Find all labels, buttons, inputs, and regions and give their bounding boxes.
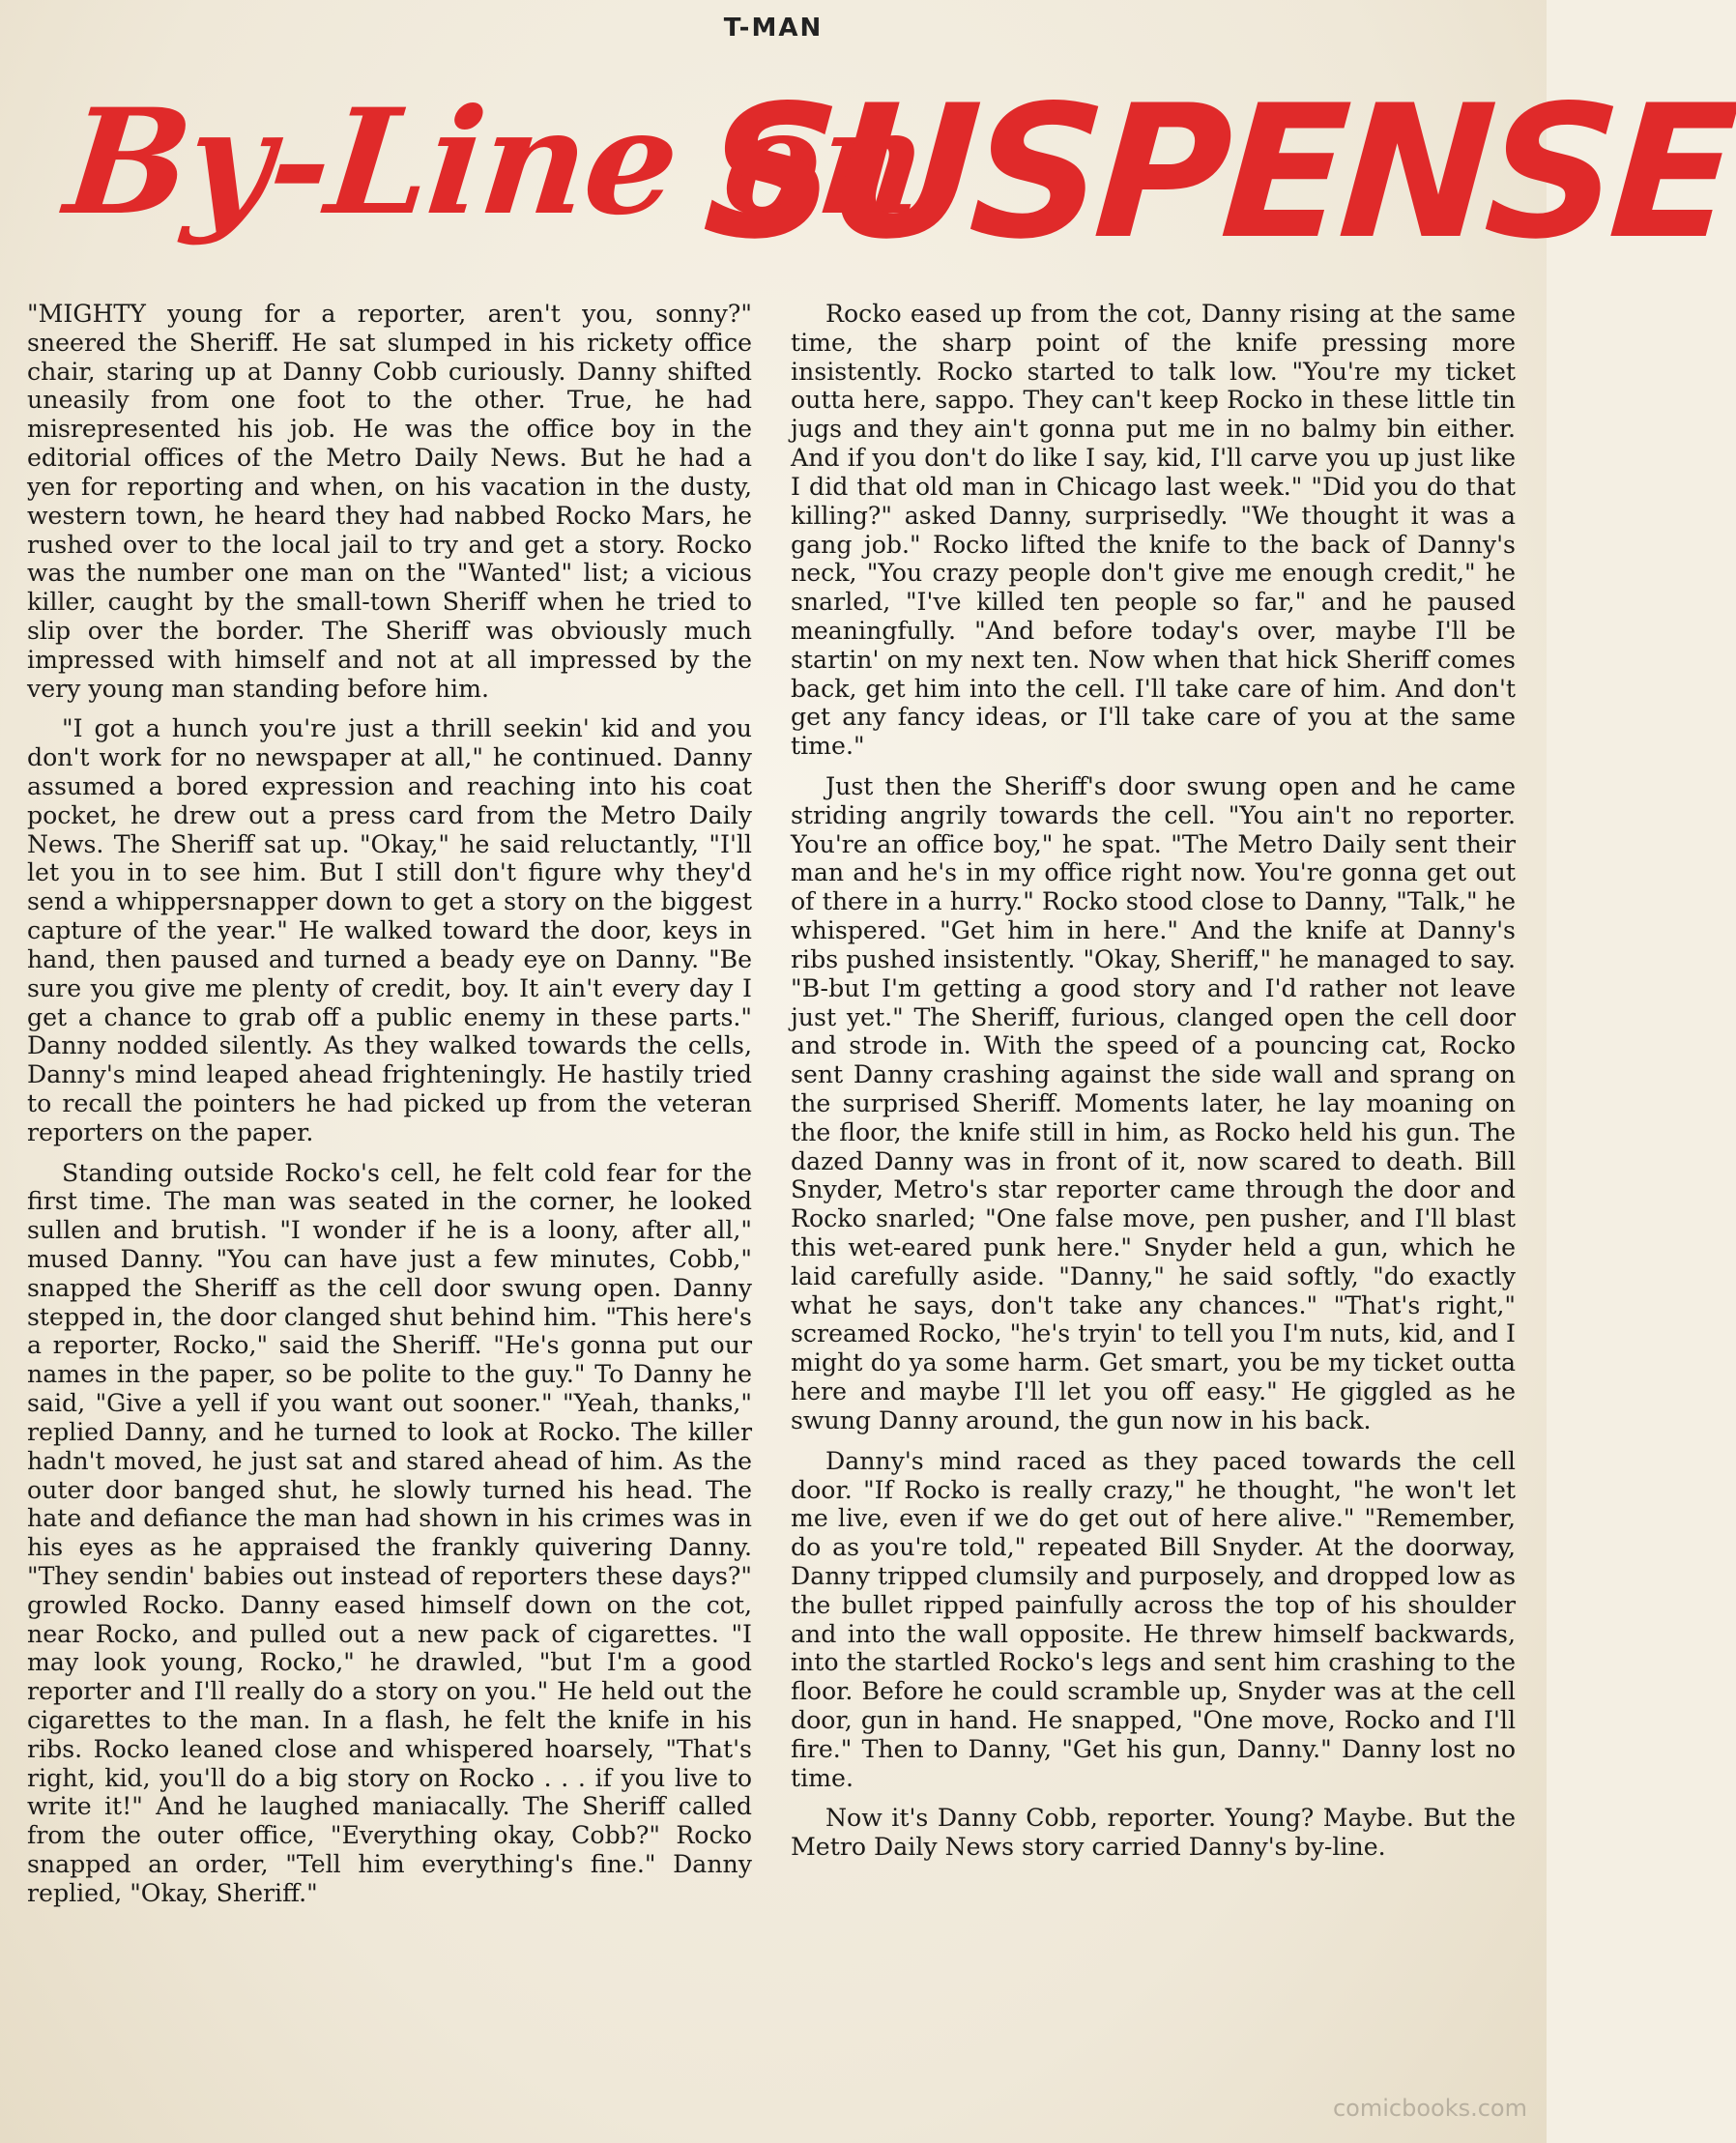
paragraph: Just then the Sheriff's door swung open and he came striding angrily towards the cell. "You ain't no reporter. You're an office boy," he spat. "The Metro Daily sent their man and he's in my office right now. You're gonna get out of there in a hurry." Rocko stood close to Danny, "Talk," he whispered. "Get him in here." And the knife at Danny's ribs pushed insistently. "Okay, Sheriff," he managed to say. "B-but I'm getting a good story and I'd rather not leave just yet." The Sheriff, furious, clanged open the cell door and strode in. With the speed of a pouncing cat, Rocko sent Danny crashing against the side wall and sprang on the surprised Sheriff. Moments later, he lay moaning on the floor, the knife still in him, as Rocko held his gun. The dazed Danny was in front of it, now scared to death. Bill Snyder, Metro's star reporter came through the door and Rocko snarled; "One false move, pen pusher, and I'll blast this wet-eared punk here." Snyder held a gun, which he laid carefully aside. "Danny," he said softly, "do exactly what he says, don't take any chances." "That's right," screamed Rocko, "he's tryin' to tell you I'm nuts, kid, and I might do ya some harm. Get smart, you be my ticket outta here and maybe I'll let you off easy." He giggled as he swung Danny around, the gun now in his back. (791, 772, 1516, 1434)
story-title (39, 58, 1736, 300)
paragraph: Standing outside Rocko's cell, he felt cold fear for the first time. The man was seated in the corner, he looked sullen and brutish. "I wonder if he is a loony, after all," mused Danny. "You can have just a few minutes, Cobb," snapped the Sheriff as the cell door swung open. Danny stepped in, the door clanged shut behind him. "This here's a reporter, Rocko," said the Sheriff. "He's gonna put our names in the paper, so be polite to the guy." To Danny he said, "Give a yell if you want out sooner." "Yeah, thanks," replied Danny, and he turned to look at Rocko. The killer hadn't moved, he just sat and stared ahead of him. As the outer door banged shut, he slowly turned his head. The hate and defiance the man had shown in his crimes was in his eyes as he appraised the frankly quivering Danny. "They sendin' babies out instead of reporters these days?" growled Rocko. Danny eased himself down on the cot, near Rocko, and pulled out a new pack of cigarettes. "I may look young, Rocko," he drawled, "but I'm a good reporter and I'll really do a story on you." He held out the cigarettes to the man. In a flash, he felt the knife in his ribs. Rocko leaned close and whispered hoarsely, "That's right, kid, you'll do a big story on Rocko . . . if you live to write it!" And he laughed maniacally. The Sheriff called from the outer office, "Everything okay, Cobb?" Rocko snapped an order, "Tell him everything's fine." Danny replied, "Okay, Sheriff." (27, 1158, 752, 1907)
title-bold-part: SUSPENSE (698, 66, 1736, 279)
story-body (27, 300, 1516, 2117)
watermark-credit: comicbooks.com (1332, 2095, 1527, 2122)
magazine-header: T-MAN (723, 14, 824, 43)
paragraph: Rocko eased up from the cot, Danny rising at the same time, the sharp point of the knife pressing more insistently. Rocko started to talk low. "You're my ticket outta here, sappo. They can't keep Rocko in these little tin jugs and they ain't gonna put me in no balmy bin either. And if you don't do like I say, kid, I'll carve you up just like I did that old man in Chicago last week." "Did you do that killing?" asked Danny, surprisedly. "We thought it was a gang job." Rocko lifted the knife to the back of Danny's neck, "You crazy people don't give me enough credit," he snarled, "I've killed ten people so far," and he paused meaningfully. "And before today's over, maybe I'll be startin' on my next ten. Now when that hick Sheriff comes back, get him into the cell. I'll take care of him. And don't get any fancy ideas, or I'll take care of you at the same time." (791, 300, 1516, 761)
paragraph: "I got a hunch you're just a thrill seekin' kid and you don't work for no newspaper at all," he continued. Danny assumed a bored expression and reaching into his coat pocket, he drew out a press card from the Metro Daily News. The Sheriff sat up. "Okay," he said reluctantly, "I'll let you in to see him. But I still don't figure why they'd send a whippersnapper down to get a story on the biggest capture of the year." He walked toward the door, keys in hand, then paused and turned a beady eye on Danny. "Be sure you give me plenty of credit, boy. It ain't every day I get a chance to grab off a public enemy in these parts." Danny nodded silently. As they walked towards the cells, Danny's mind leaped ahead frighteningly. He hastily tried to recall the pointers he had picked up from the veteran reporters on the paper. (27, 714, 752, 1146)
right-column (791, 300, 1516, 2117)
paragraph: "MIGHTY young for a reporter, aren't you, sonny?" sneered the Sheriff. He sat slumped in his rickety office chair, staring up at Danny Cobb curiously. Danny shifted uneasily from one foot to the other. True, he had misrepresented his job. He was the office boy in the editorial offices of the Metro Daily News. But he had a yen for reporting and when, on his vacation in the dusty, western town, he heard they had nabbed Rocko Mars, he rushed over to the local jail to try and get a story. Rocko was the number one man on the "Wanted" list; a vicious killer, caught by the small-town Sheriff when he tried to slip over the border. The Sheriff was obviously much impressed with himself and not at all impressed by the very young man standing before him. (27, 300, 752, 703)
title-script-part: By-Line on (58, 77, 932, 247)
left-column (27, 300, 752, 2117)
paragraph: Now it's Danny Cobb, reporter. Young? Maybe. But the Metro Daily News story carried Danny's by-line. (791, 1804, 1516, 1862)
paragraph: Danny's mind raced as they paced towards the cell door. "If Rocko is really crazy," he thought, "he won't let me live, even if we do get out of here alive." "Remember, do as you're told," repeated Bill Snyder. At the doorway, Danny tripped clumsily and purposely, and dropped low as the bullet ripped painfully across the top of his shoulder and into the wall opposite. He threw himself backwards, into the startled Rocko's legs and sent him crashing to the floor. Before he could scramble up, Snyder was at the cell door, gun in hand. He snapped, "One move, Rocko and I'll fire." Then to Danny, "Get his gun, Danny." Danny lost no time. (791, 1446, 1516, 1792)
